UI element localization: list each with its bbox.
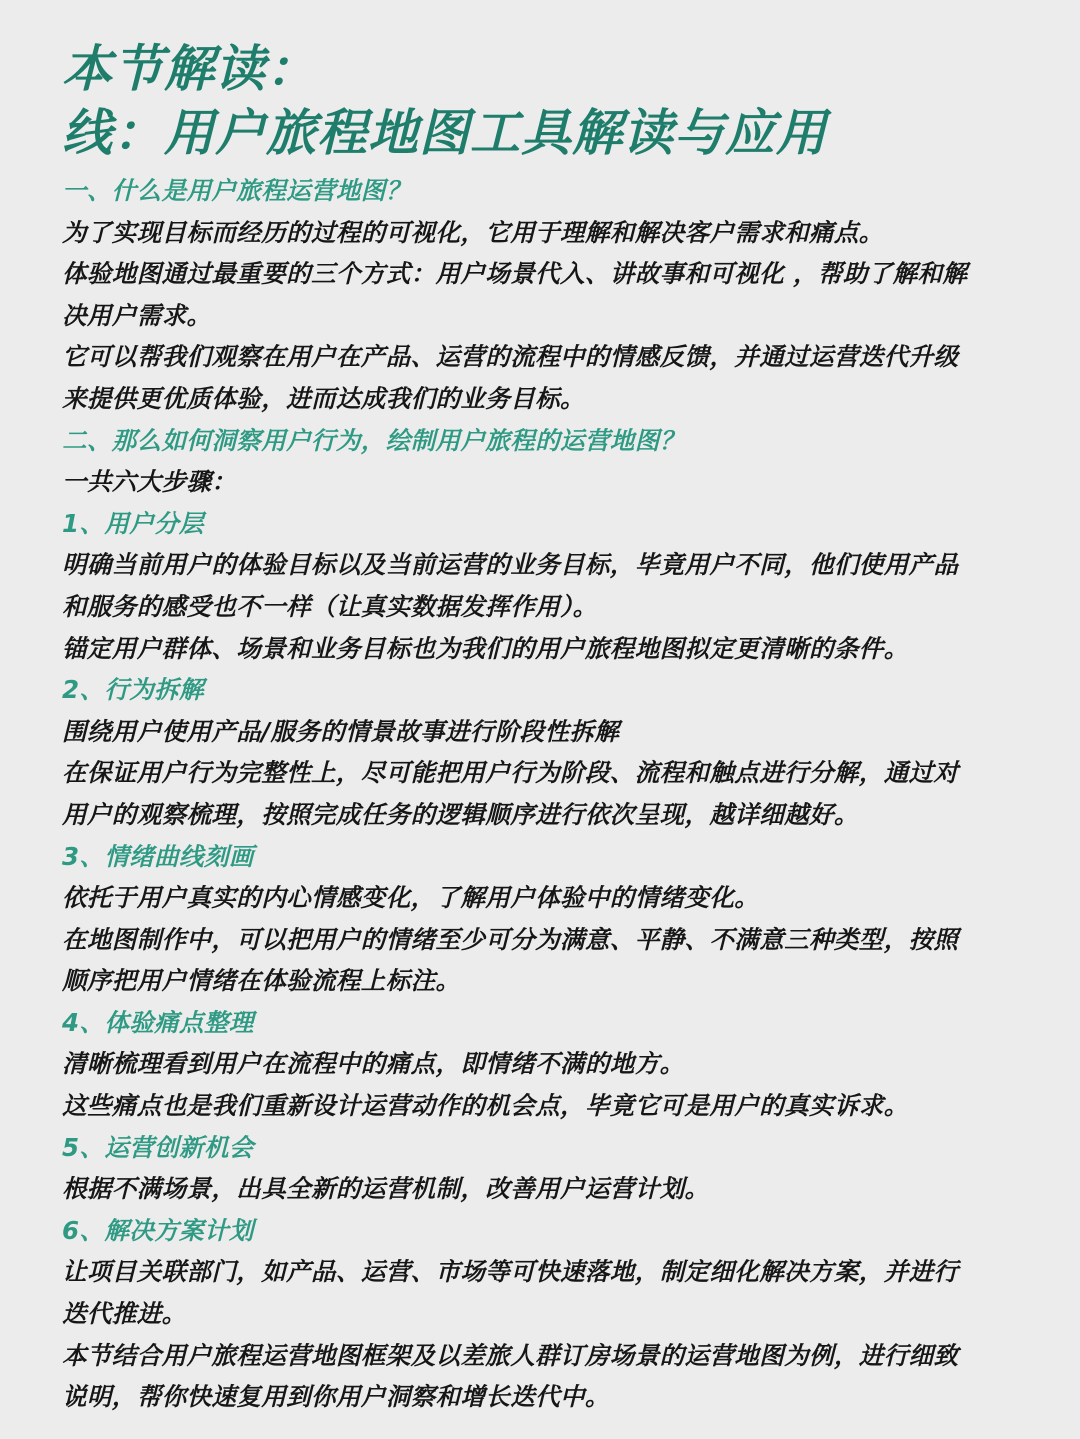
paragraph-line: 来提供更优质体验，进而达成我们的业务目标。 — [62, 383, 585, 413]
paragraph-line: 迭代推进。 — [62, 1299, 187, 1329]
paragraph-line: 本节结合用户旅程运营地图框架及以差旅人群订房场景的运营地图为例，进行细致 — [62, 1340, 959, 1370]
section-heading: 6、解决方案计划 — [62, 1215, 254, 1245]
paragraph-line: 为了实现目标而经历的过程的可视化，它用于理解和解决客户需求和痛点。 — [62, 217, 884, 247]
paragraph-line: 在地图制作中，可以把用户的情绪至少可分为满意、平静、不满意三种类型，按照 — [62, 924, 959, 954]
paragraph-line: 锚定用户群体、场景和业务目标也为我们的用户旅程地图拟定更清晰的条件。 — [62, 633, 909, 663]
paragraph-line: 一共六大步骤： — [62, 467, 237, 497]
paragraph-line: 决用户需求。 — [62, 300, 212, 330]
section-heading: 一、什么是用户旅程运营地图？ — [62, 176, 411, 205]
paragraph-line: 根据不满场景，出具全新的运营机制，改善用户运营计划。 — [62, 1174, 710, 1204]
paragraph-line: 和服务的感受也不一样（让真实数据发挥作用）。 — [62, 591, 598, 621]
paragraph-line: 清晰梳理看到用户在流程中的痛点，即情绪不满的地方。 — [62, 1049, 685, 1079]
paragraph-line: 这些痛点也是我们重新设计运营动作的机会点，毕竟它可是用户的真实诉求。 — [62, 1091, 909, 1121]
paragraph-line: 说明，帮你快速复用到你用户洞察和增长迭代中。 — [62, 1382, 610, 1412]
section-heading: 2、行为拆解 — [62, 675, 204, 705]
paragraph-line: 让项目关联部门，如产品、运营、市场等可快速落地，制定细化解决方案，并进行 — [62, 1257, 959, 1287]
section-heading: 5、运营创新机会 — [62, 1132, 254, 1162]
section-heading: 1、用户分层 — [62, 508, 204, 538]
paragraph-line: 在保证用户行为完整性上，尽可能把用户行为阶段、流程和触点进行分解，通过对 — [62, 758, 959, 788]
page-title-line-2: 线：用户旅程地图工具解读与应用 — [62, 104, 827, 162]
section-heading: 4、体验痛点整理 — [62, 1007, 254, 1037]
paragraph-line: 明确当前用户的体验目标以及当前运营的业务目标，毕竟用户不同，他们使用产品 — [62, 550, 959, 580]
article-body — [62, 170, 1024, 1418]
paragraph-line: 依托于用户真实的内心情感变化，了解用户体验中的情绪变化。 — [62, 883, 760, 913]
paragraph-line: 它可以帮我们观察在用户在产品、运营的流程中的情感反馈，并通过运营迭代升级 — [62, 342, 959, 372]
paragraph-line: 体验地图通过最重要的三个方式：用户场景代入、讲故事和可视化 ，帮助了解和解 — [62, 259, 968, 289]
section-heading: 3、情绪曲线刻画 — [62, 841, 254, 871]
page-title-line-1: 本节解读： — [62, 40, 317, 98]
paragraph-line: 围绕用户使用产品/服务的情景故事进行阶段性拆解 — [62, 716, 620, 746]
paragraph-line: 顺序把用户情绪在体验流程上标注。 — [62, 966, 461, 996]
section-heading: 二、那么如何洞察用户行为，绘制用户旅程的运营地图？ — [62, 425, 685, 455]
paragraph-line: 用户的观察梳理，按照完成任务的逻辑顺序进行依次呈现，越详细越好。 — [62, 799, 859, 829]
